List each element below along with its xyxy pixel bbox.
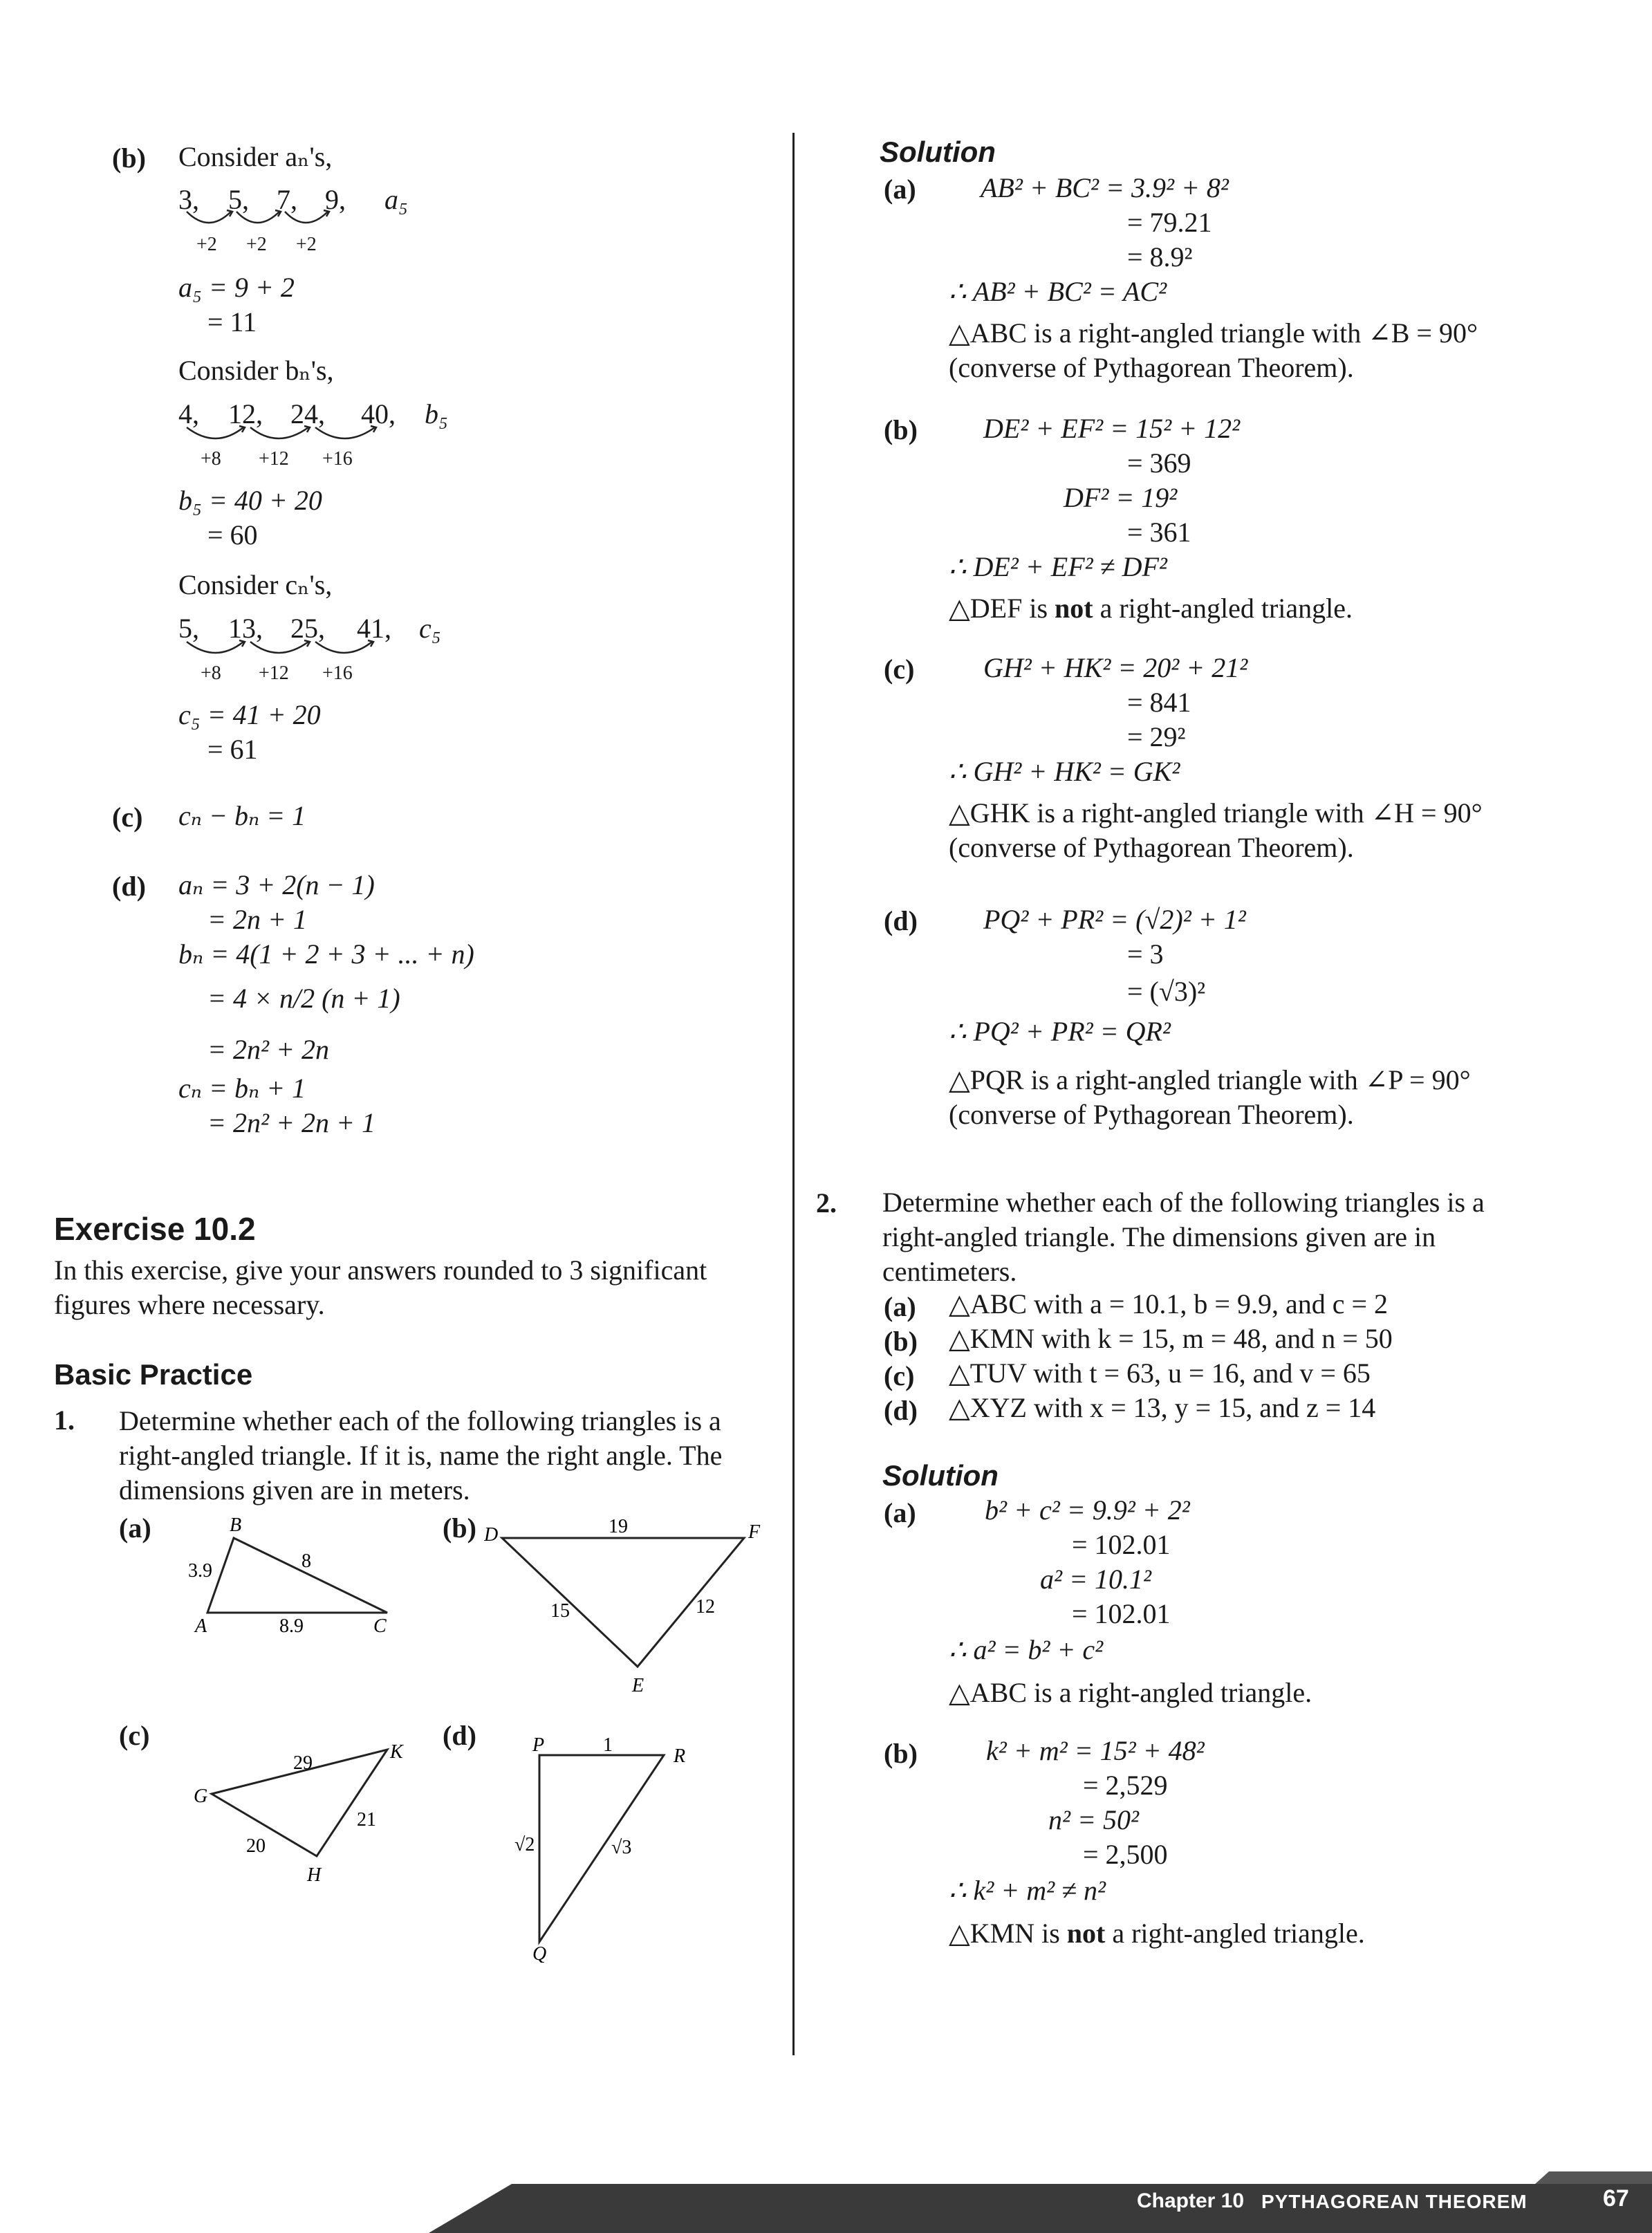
- seq-diff: +2: [246, 234, 267, 255]
- sol-line: = (√3)²: [1127, 976, 1206, 1007]
- fig-a-label: (a): [119, 1512, 151, 1544]
- sol2-b-label: (b): [884, 1738, 918, 1769]
- sol2-a-label: (a): [884, 1497, 916, 1528]
- fig-b-label: (b): [443, 1512, 476, 1544]
- sol-line: = 2,500: [1083, 1839, 1168, 1870]
- column-divider: [792, 133, 795, 2055]
- part-d-line: aₙ = 3 + 2(n − 1): [178, 869, 375, 900]
- sol-line: a² = 10.1²: [1040, 1564, 1151, 1595]
- sol-line: ∴ DE² + EF² ≠ DF²: [949, 551, 1167, 582]
- part-d-line: = 2n + 1: [207, 904, 307, 935]
- sol-line: = 841: [1127, 687, 1191, 718]
- sol-line: △ABC is a right-angled triangle.: [949, 1677, 1312, 1708]
- seq-diff: +16: [322, 448, 353, 470]
- q2-part-text: △ABC with a = 10.1, b = 9.9, and c = 2: [949, 1288, 1389, 1319]
- sol-line: n² = 50²: [1048, 1804, 1139, 1835]
- sol-line: ∴ a² = b² + c²: [949, 1634, 1104, 1665]
- sol-line: = 369: [1127, 447, 1191, 479]
- q2-number: 2.: [816, 1187, 837, 1219]
- exercise-title: Exercise 10.2: [54, 1211, 256, 1247]
- vertex-label: C: [373, 1615, 387, 1633]
- sol-line: ∴ GH² + HK² = GK²: [949, 756, 1180, 787]
- q2-part-text: △XYZ with x = 13, y = 15, and z = 14: [949, 1392, 1376, 1423]
- side-label: 8: [301, 1550, 311, 1572]
- b5-result: = 60: [207, 519, 258, 550]
- sol-line: △GHK is a right-angled triangle with ∠H = 90°: [949, 797, 1483, 828]
- q2-part-text: △TUV with t = 63, u = 16, and v = 65: [949, 1358, 1371, 1389]
- page-number: 67: [1603, 2185, 1629, 2212]
- part-d-line: = 2n² + 2n: [207, 1034, 329, 1065]
- consider-a-text: Consider aₙ's,: [178, 141, 333, 172]
- vertex-label: E: [632, 1675, 644, 1696]
- consider-b-text: Consider bₙ's,: [178, 355, 334, 386]
- part-d-line: = 2n² + 2n + 1: [207, 1107, 375, 1138]
- vertex-label: B: [230, 1516, 242, 1536]
- triangle-ghk-diagram: [188, 1734, 416, 1893]
- seq-a-arcs: [181, 207, 361, 235]
- seq-term: 5,: [228, 184, 249, 215]
- seq-term: c₅: [419, 613, 441, 644]
- sol1-c-label: (c): [884, 654, 915, 685]
- q2-text: Determine whether each of the following triangles is a right-angled triangle. The dimensions given are in centimeters.: [882, 1187, 1485, 1287]
- seq-diff: +8: [201, 663, 221, 684]
- sol-line: (converse of Pythagorean Theorem).: [949, 352, 1354, 383]
- sol-line: (converse of Pythagorean Theorem).: [949, 832, 1354, 863]
- seq-term: 5,: [178, 613, 199, 644]
- seq-c-arcs: [181, 638, 402, 665]
- side-label: 19: [609, 1516, 628, 1537]
- side-label: 1: [603, 1734, 613, 1756]
- consider-c-text: Consider cₙ's,: [178, 569, 333, 600]
- sol-line: b² + c² = 9.9² + 2²: [985, 1494, 1190, 1526]
- sol1-d-label: (d): [884, 905, 918, 936]
- sol-line: ∴ PQ² + PR² = QR²: [949, 1016, 1171, 1047]
- sol-line: = 361: [1127, 517, 1191, 548]
- solution-heading: Solution: [880, 136, 996, 168]
- fig-c-label: (c): [119, 1720, 150, 1751]
- side-label: √3: [611, 1837, 632, 1858]
- sol-line: ∴ AB² + BC² = AC²: [949, 276, 1167, 307]
- seq-term: b₅: [425, 398, 448, 429]
- seq-term: 13,: [228, 613, 263, 644]
- part-d-line: = 4 × n/2 (n + 1): [207, 983, 400, 1014]
- triangle-pqr-diagram: [484, 1734, 705, 1963]
- sol-line: = 102.01: [1072, 1529, 1171, 1560]
- c5-result: = 61: [207, 734, 258, 765]
- vertex-label: Q: [532, 1943, 547, 1963]
- a5-equation: a₅ = 9 + 2: [178, 272, 295, 303]
- side-label: 12: [696, 1596, 715, 1618]
- sol-line: AB² + BC² = 3.9² + 8²: [981, 172, 1229, 203]
- triangle-def-diagram: [484, 1516, 774, 1696]
- vertex-label: D: [484, 1524, 499, 1546]
- sol-line: = 2,529: [1083, 1770, 1168, 1801]
- c5-equation: c₅ = 41 + 20: [178, 699, 321, 730]
- seq-term: 41,: [357, 613, 391, 644]
- seq-term: 40,: [361, 398, 396, 429]
- seq-diff: +16: [322, 663, 353, 684]
- sol1-b-label: (b): [884, 414, 918, 445]
- part-d-line: bₙ = 4(1 + 2 + 3 + ... + n): [178, 938, 474, 970]
- q2-part-label: (c): [884, 1360, 915, 1391]
- sol-line: = 3: [1127, 938, 1164, 970]
- sol-conclusion: △KMN is not a right-angled triangle.: [949, 1918, 1365, 1949]
- q2-part-label: (a): [884, 1291, 916, 1322]
- sol-line: PQ² + PR² = (√2)² + 1²: [983, 904, 1246, 935]
- part-c-equation: cₙ − bₙ = 1: [178, 800, 306, 831]
- seq-diff: +2: [296, 234, 317, 255]
- sol-line: GH² + HK² = 20² + 21²: [983, 652, 1248, 683]
- side-label: 21: [357, 1809, 376, 1831]
- sol-line: = 79.21: [1127, 207, 1212, 238]
- seq-diff: +12: [259, 448, 289, 470]
- side-label: 8.9: [279, 1615, 304, 1633]
- solution-heading: Solution: [882, 1459, 999, 1492]
- b5-equation: b₅ = 40 + 20: [178, 485, 322, 516]
- part-d-label: (d): [112, 871, 146, 902]
- footer-title: PYTHAGOREAN THEOREM: [1261, 2191, 1528, 2212]
- seq-term: a₅: [384, 184, 408, 215]
- sol-line: △ABC is a right-angled triangle with ∠B = 90°: [949, 317, 1478, 349]
- q1-text: Determine whether each of the following triangles is a right-angled triangle. If it is, name the right angle. The dimensions given are in meters.: [119, 1405, 723, 1505]
- seq-term: 3,: [178, 184, 199, 215]
- q1-number: 1.: [54, 1405, 75, 1436]
- sol-line: △PQR is a right-angled triangle with ∠P = 90°: [949, 1064, 1471, 1095]
- seq-term: 12,: [228, 398, 263, 429]
- seq-term: 25,: [290, 613, 325, 644]
- q2-part-label: (d): [884, 1395, 918, 1426]
- side-label: 3.9: [188, 1560, 212, 1582]
- seq-term: 24,: [290, 398, 325, 429]
- q2-part-text: △KMN with k = 15, m = 48, and n = 50: [949, 1323, 1393, 1354]
- sol-line: = 102.01: [1072, 1598, 1171, 1629]
- seq-diff: +12: [259, 663, 289, 684]
- seq-term: 9,: [325, 184, 346, 215]
- vertex-label: H: [307, 1864, 322, 1886]
- side-label: 29: [293, 1752, 313, 1774]
- side-label: 15: [550, 1600, 570, 1622]
- sol-line: ∴ k² + m² ≠ n²: [949, 1875, 1106, 1906]
- seq-diff: +2: [196, 234, 217, 255]
- part-b-label: (b): [112, 142, 146, 174]
- q2-part-label: (b): [884, 1326, 918, 1357]
- seq-diff: +8: [201, 448, 221, 470]
- vertex-label: F: [748, 1521, 761, 1543]
- vertex-label: A: [195, 1615, 207, 1633]
- basic-practice-heading: Basic Practice: [54, 1358, 253, 1391]
- fig-d-label: (d): [443, 1720, 476, 1751]
- seq-term: 7,: [277, 184, 297, 215]
- sol-line: k² + m² = 15² + 48²: [986, 1735, 1205, 1766]
- seq-b-arcs: [181, 423, 402, 451]
- vertex-label: R: [674, 1745, 686, 1767]
- sol-line: = 29²: [1127, 721, 1186, 752]
- vertex-label: P: [532, 1734, 545, 1756]
- vertex-label: G: [194, 1786, 208, 1807]
- sol-line: DE² + EF² = 15² + 12²: [983, 413, 1241, 444]
- side-label: √2: [514, 1834, 535, 1855]
- seq-term: 4,: [178, 398, 199, 429]
- part-d-line: cₙ = bₙ + 1: [178, 1073, 306, 1104]
- part-c-label: (c): [112, 802, 143, 833]
- sol-line: = 8.9²: [1127, 241, 1193, 272]
- sol-line: (converse of Pythagorean Theorem).: [949, 1099, 1354, 1130]
- exercise-intro: In this exercise, give your answers rounded to 3 significant figures where necessary.: [54, 1254, 707, 1320]
- vertex-label: K: [390, 1741, 403, 1763]
- sol-line: DF² = 19²: [1064, 482, 1178, 513]
- sol1-a-label: (a): [884, 174, 916, 205]
- side-label: 20: [246, 1835, 266, 1857]
- sol-conclusion: △DEF is not a right-angled triangle.: [949, 593, 1353, 624]
- triangle-abc-diagram: [187, 1516, 408, 1633]
- a5-result: = 11: [207, 306, 257, 337]
- footer-chapter: Chapter 10: [1137, 2189, 1245, 2212]
